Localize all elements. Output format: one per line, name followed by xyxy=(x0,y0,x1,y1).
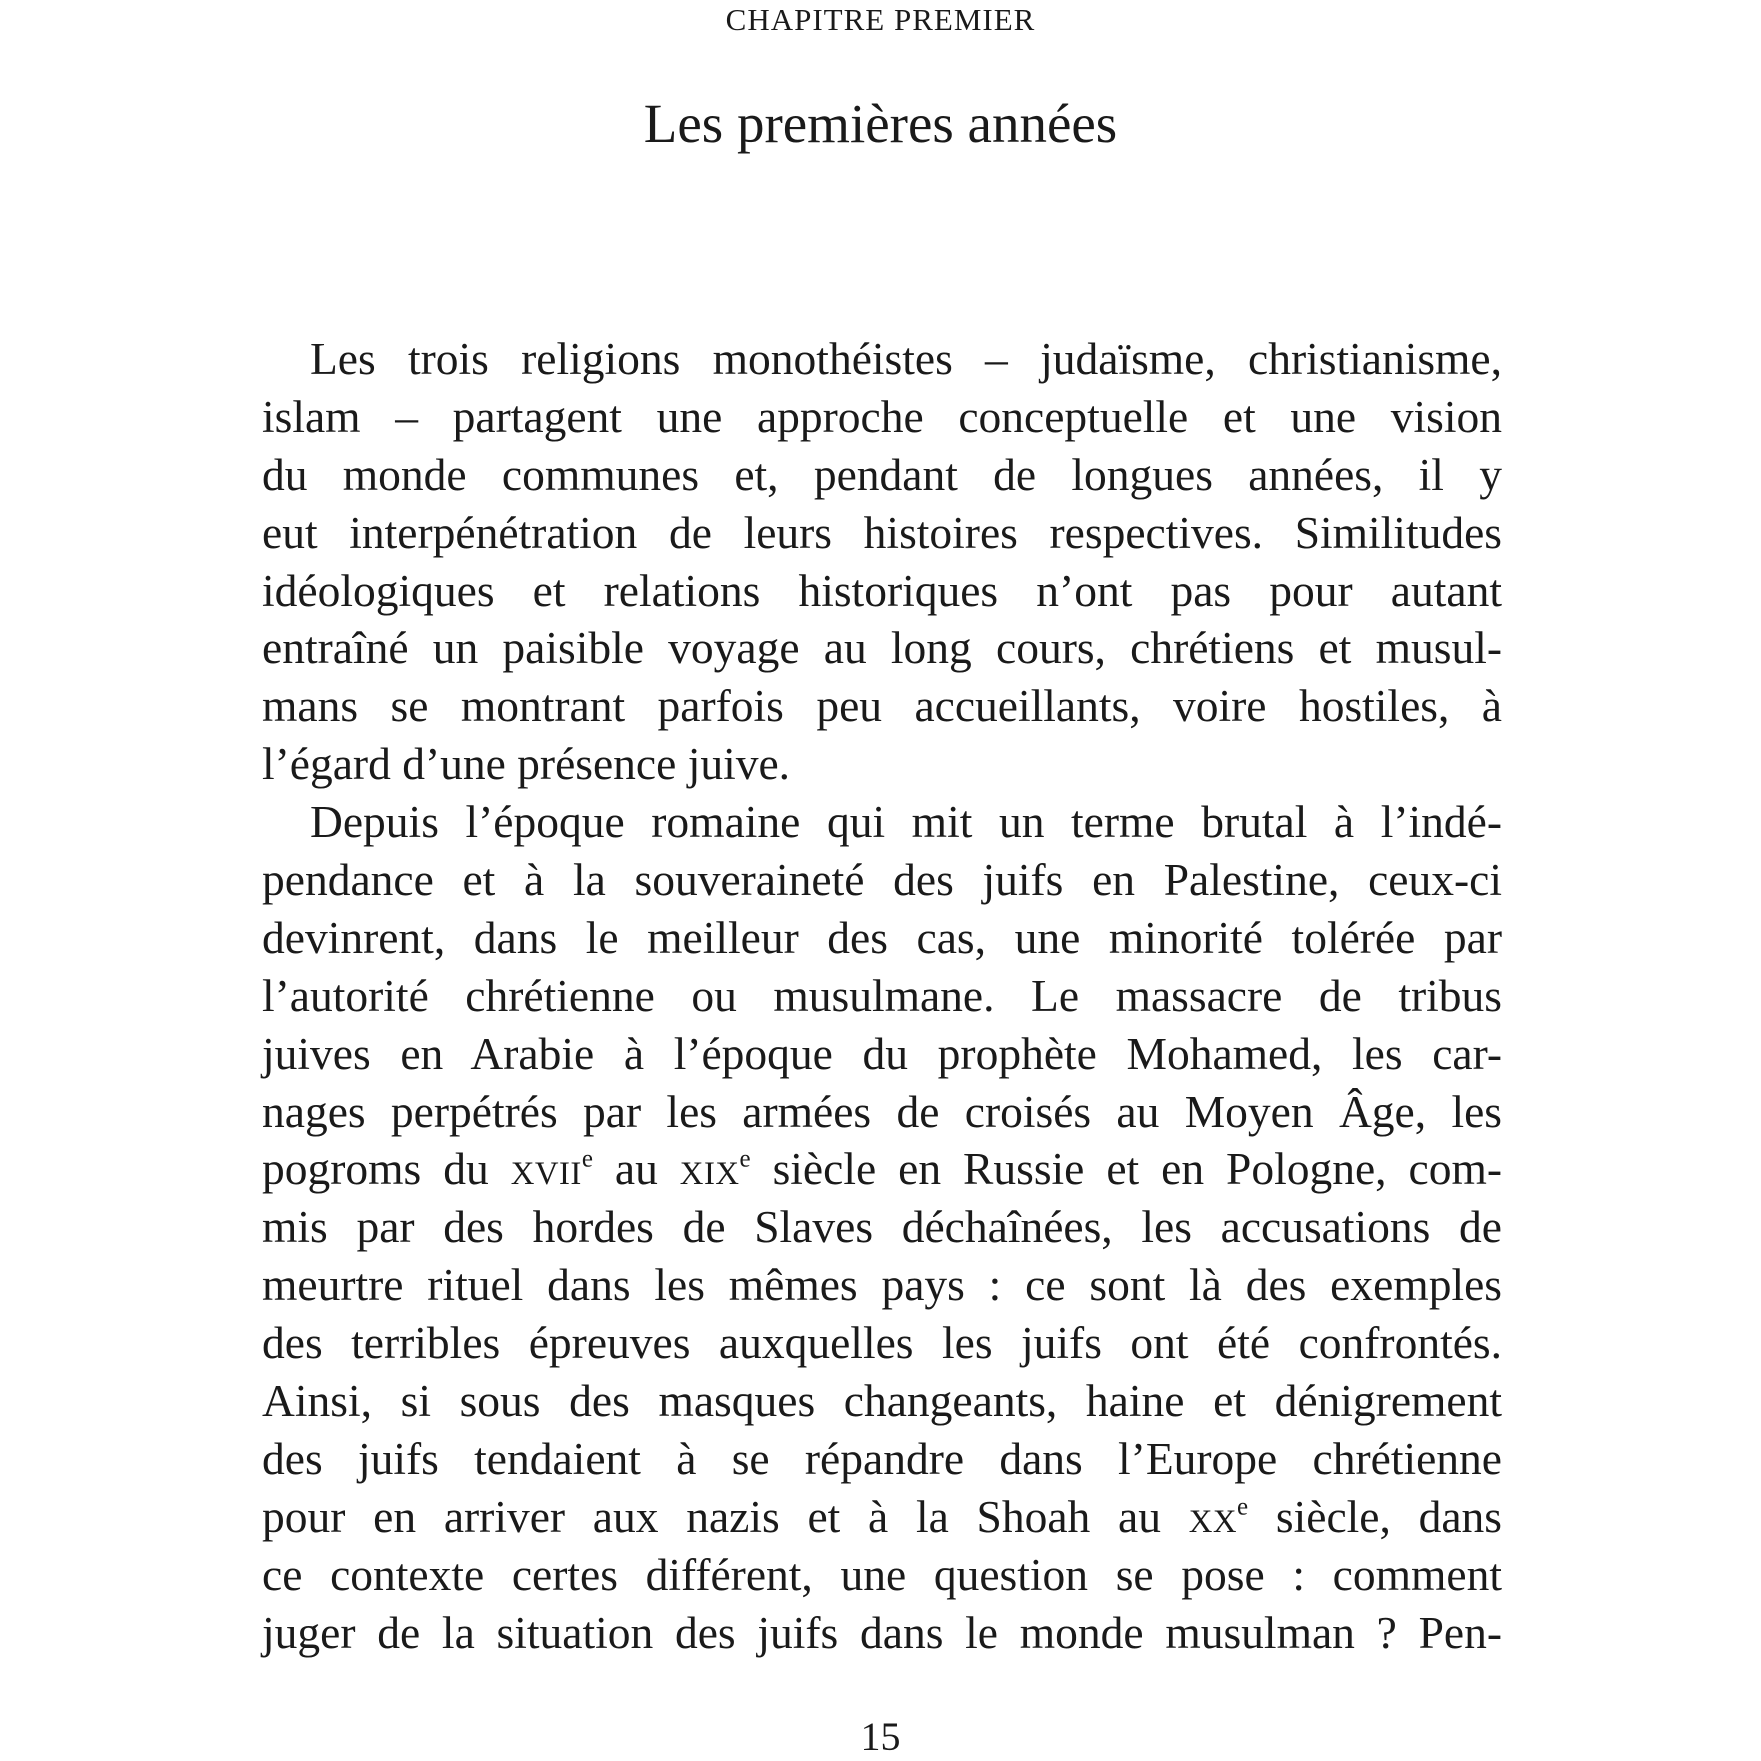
text-line: nages perpétrés par les armées de croisés au Moyen Âge, les xyxy=(262,1085,1502,1137)
text-line: devinrent, dans le meilleur des cas, une minorité tolérée par xyxy=(262,911,1502,963)
superscript: e xyxy=(739,1145,751,1173)
text-line: pendance et à la souveraineté des juifs en Palestine, ceux-ci xyxy=(262,854,1502,906)
page-number: 15 xyxy=(860,1714,901,1759)
text-line: entraîné un paisible voyage au long cours, chrétiens et musul- xyxy=(262,622,1502,674)
text-line: Ainsi, si sous des masques changeants, haine et dénigrement xyxy=(262,1375,1502,1427)
text-line: ce contexte certes différent, une question se pose : comment xyxy=(262,1548,1502,1600)
text-line: l’égard d’une présence juive. xyxy=(262,738,791,790)
text-line xyxy=(262,1140,1502,1198)
text-run: au xyxy=(592,1143,680,1195)
text-line: Les trois religions monothéistes – judaïsme, christianisme, xyxy=(310,333,1502,384)
text-line: idéologiques et relations historiques n’ont pas pour autant xyxy=(262,564,1502,616)
text-line: eut interpénétration de leurs histoires respectives. Similitudes xyxy=(262,506,1502,558)
text-line: du monde communes et, pendant de longues années, il y xyxy=(262,448,1502,500)
running-head: CHAPITRE PREMIER xyxy=(725,2,1036,37)
text-run: siècle, dans xyxy=(1248,1490,1502,1542)
text-line: mis par des hordes de Slaves déchaînées, les accusations de xyxy=(262,1201,1502,1253)
text-line: l’autorité chrétienne ou musulmane. Le massacre de tribus xyxy=(262,969,1502,1021)
text-line: Depuis l’époque romaine qui mit un terme brutal à l’indé- xyxy=(310,796,1502,848)
text-line xyxy=(262,1488,1502,1546)
century-numeral: XX xyxy=(1188,1503,1238,1540)
text-line: meurtre rituel dans les mêmes pays : ce sont là des exemples xyxy=(262,1259,1502,1311)
chapter-title: Les premières années xyxy=(643,93,1118,154)
body-text xyxy=(262,330,1502,1661)
text-line: islam – partagent une approche conceptuelle et une vision xyxy=(262,390,1502,442)
superscript: e xyxy=(1237,1493,1249,1521)
text-run: pour en arriver aux nazis et à la Shoah au xyxy=(262,1490,1189,1542)
text-run: pogroms du xyxy=(262,1143,511,1195)
text-line: des juifs tendaient à se répandre dans l’Europe chrétienne xyxy=(262,1432,1502,1484)
text-line: mans se montrant parfois peu accueillants, voire hostiles, à xyxy=(262,680,1502,732)
text-line: juives en Arabie à l’époque du prophète Mohamed, les car- xyxy=(262,1027,1502,1079)
century-numeral: XVII xyxy=(510,1156,582,1193)
text-line: juger de la situation des juifs dans le monde musulman ? Pen- xyxy=(262,1606,1502,1658)
century-numeral: XIX xyxy=(679,1156,740,1193)
superscript: e xyxy=(581,1145,593,1173)
text-line: des terribles épreuves auxquelles les juifs ont été confrontés. xyxy=(262,1317,1502,1369)
text-run: siècle en Russie et en Pologne, com- xyxy=(750,1143,1503,1195)
